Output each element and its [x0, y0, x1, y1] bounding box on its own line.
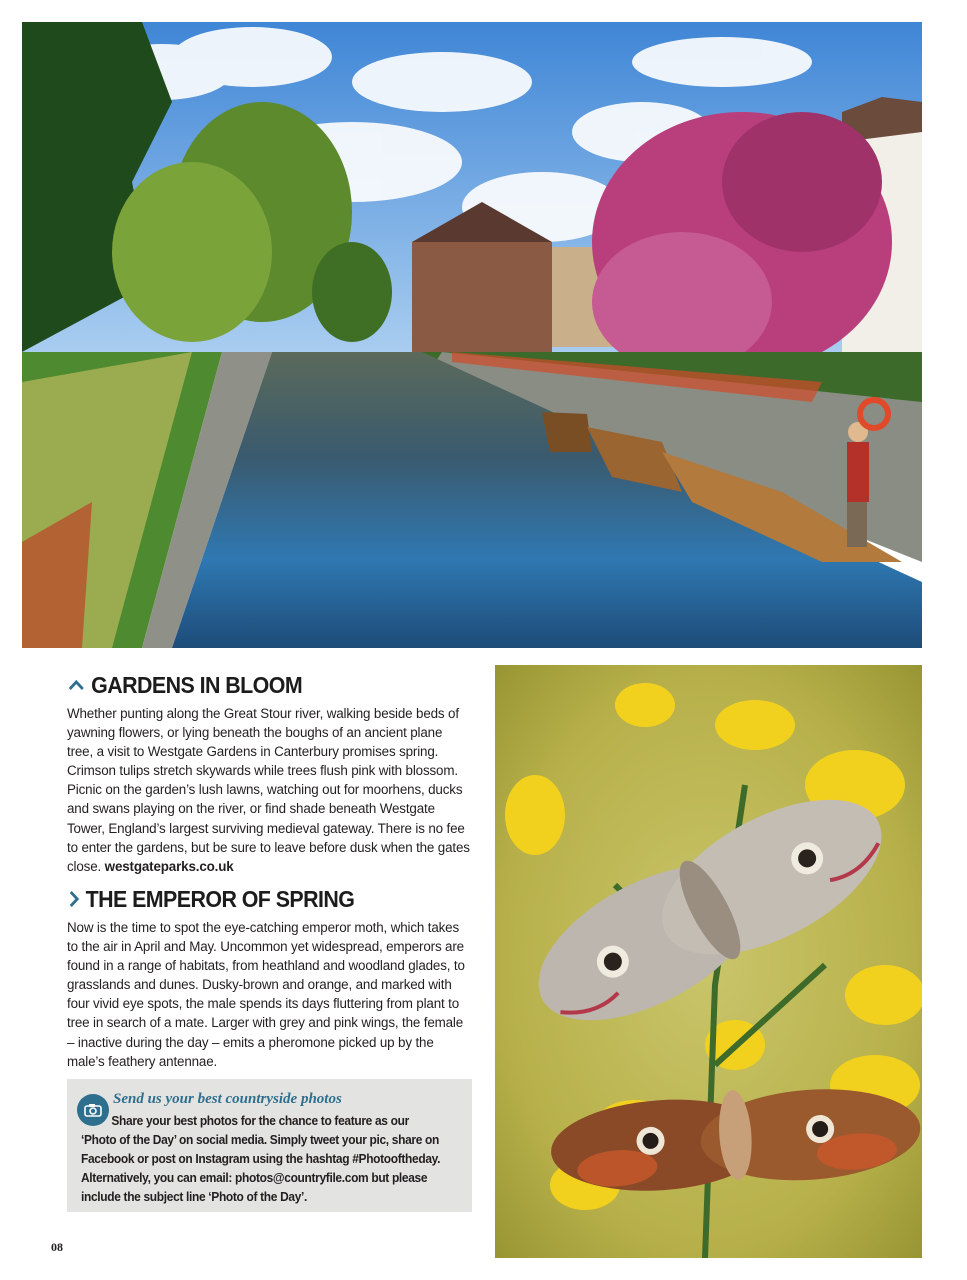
article-gardens-in-bloom — [67, 672, 471, 876]
page-number: 08 — [51, 1240, 63, 1254]
photos-text: Alternatively, you can email: — [81, 1171, 236, 1185]
section-heading — [67, 672, 443, 698]
moth-photo — [495, 665, 922, 1258]
photos-line: include the subject line ‘Photo of the Day’. — [81, 1190, 308, 1204]
photos-title: Send us your best countryside photos — [113, 1091, 342, 1107]
section-body — [67, 918, 471, 1071]
photos-body — [81, 1112, 446, 1207]
section-heading — [67, 886, 443, 912]
chevron-right-icon — [67, 889, 80, 909]
photo-submission-box — [67, 1079, 472, 1212]
heading-text: GARDENS IN BLOOM — [91, 672, 303, 698]
chevron-up-icon — [67, 678, 86, 692]
body-text: Whether punting along the Great Stour river, walking beside beds of yawning flowers, or lying beneath the boughs of an ancient plane tree, a visit to Westgate Gardens in Canterbury promises spring. Crimson tulips stretch skywards while trees flush pink with blossom. Picnic on the garden’s lush lawns, watching out for moorhens, ducks and swans playing on the river, or find shade beneath Westgate Tower, England’s largest surviving medieval gateway. There is no fee to enter the gardens, but be sure to leave before dusk when the gates close. — [67, 706, 470, 874]
photos-text: Facebook or post on Instagram using the hashtag — [81, 1152, 353, 1166]
photos-line: Share your best photos for the chance to feature as our — [111, 1114, 409, 1128]
heading-text: THE EMPEROR OF SPRING — [85, 886, 355, 912]
email-link[interactable]: photos@countryfile.com — [235, 1171, 369, 1185]
hashtag: #Photooftheday. — [352, 1152, 441, 1166]
photos-line: ‘Photo of the Day’ on social media. Simply tweet your pic, share on — [81, 1133, 440, 1147]
website-link[interactable]: westgateparks.co.uk — [104, 858, 234, 874]
photos-line — [81, 1150, 446, 1169]
body-text: Now is the time to spot the eye-catching emperor moth, which takes to the air in April and May. Uncommon yet widespread, emperors are found in a range of habitats, from heathland and woodland glades, to grasslands and dunes. Dusky-brown and orange, and marked with four vivid eye spots, the male spends its days fluttering from plant to tree in search of a mate. Larger with grey and pink wings, the female – inactive during the day – emits a pheromone picked up by the male’s feathery antennae. — [67, 920, 465, 1069]
article-emperor-of-spring — [67, 886, 471, 1071]
photos-text: but please — [368, 1171, 428, 1185]
river-photo — [22, 22, 922, 648]
photos-line — [81, 1169, 446, 1188]
section-body — [67, 704, 471, 876]
